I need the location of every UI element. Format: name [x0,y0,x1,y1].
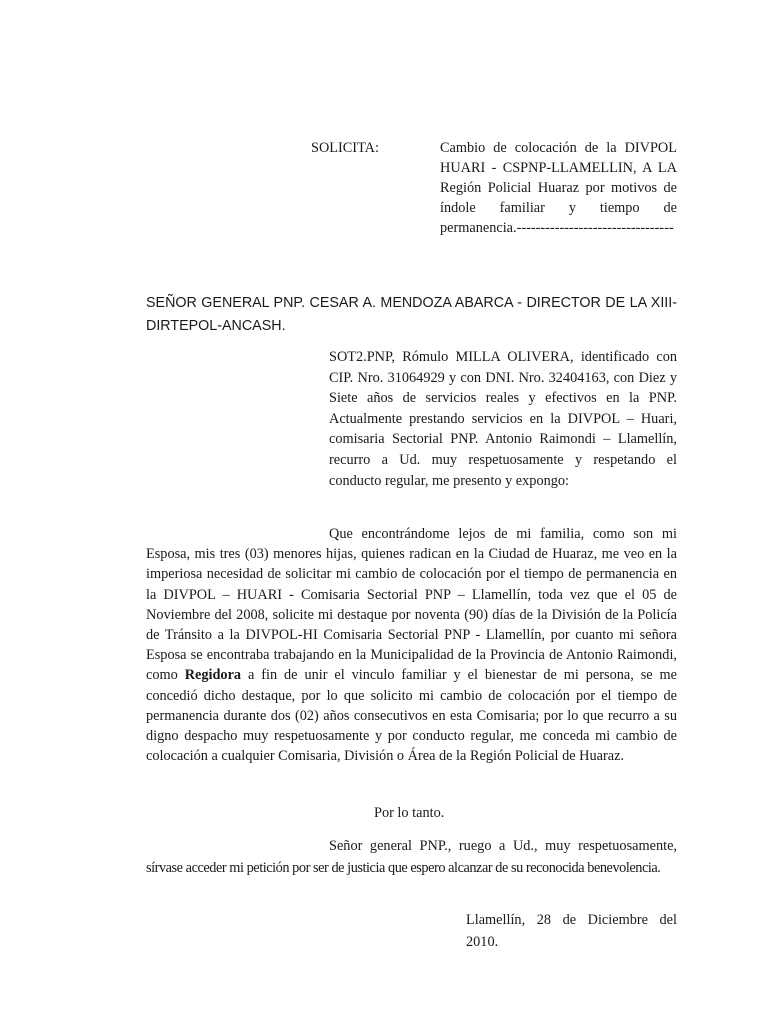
closing-text-2: sírvase acceder mi petición por ser de justicia que espero alcanzar de su reconocida benevolencia. [146,859,661,876]
addressee: SEÑOR GENERAL PNP. CESAR A. MENDOZA ABARCA - DIRECTOR DE LA XIII-DIRTEPOL-ANCASH. [146,295,677,334]
request-body-text-1: Que encontrándome lejos de mi familia, como son mi Esposa, mis tres (03) menores hijas, quienes radican en la Ciudad de Huaraz, me veo en la imperiosa necesidad de solicitar mi cambio de colocación por el tiempo de permanencia en la DIVPOL – HUARI - Comisaria Sectorial PNP – Llamellín, toda vez que el 05 de Noviembre del 2008, solicite mi destaque por noventa (90) días de la División de la Policía de Tránsito a la DIVPOL-HI Comisaria Sectorial PNP - Llamellín, por cuanto mi señora Esposa se encontraba trabajando en la Municipalidad de la Provincia de Antonio Raimondi, como [146,526,677,684]
solicita-subject: Cambio de colocación de la DIVPOL HUARI - CSPNP-LLAMELLIN, A LA Región Policial Huaraz por motivos de índole familiar y tiempo de permanencia.--------------------------------- [440,140,677,236]
closing-text-1: Señor general PNP., ruego a Ud., muy respetuosamente, [329,838,677,854]
place-and-date: Llamellín, 28 de Diciembre del 2010. [466,912,677,950]
request-body-bold: Regidora [184,667,242,684]
conclusion-heading: Por lo tanto. [374,805,445,821]
solicita-label: SOLICITA: [311,140,379,156]
petitioner-intro: SOT2.PNP, Rómulo MILLA OLIVERA, identificado con CIP. Nro. 31064929 y con DNI. Nro. 32404163, con Diez y Siete años de servicios reales y efectivos en la PNP. Actualmente prestando servicios en la DIVPOL – Huari, comisaria Sectorial PNP. Antonio Raimondi – Llamellín, recurro a Ud. muy respetuosamente y respetando el conducto regular, me presento y expongo: [329,349,677,489]
request-body [146,524,677,766]
request-body-text-2: a fin de unir el vinculo familiar y el bienestar de mi persona, se me concedió dicho destaque, por lo que solicito mi cambio de colocación por el tiempo de permanencia durante dos (02) años consecutivos en esta Comisaria; por lo que recurro a su digno despacho muy respetuosamente y por conducto regular, me conceda mi cambio de colocación a cualquier Comisaria, División o Área de la Región Policial de Huaraz. [146,667,678,765]
closing-paragraph [146,836,677,879]
